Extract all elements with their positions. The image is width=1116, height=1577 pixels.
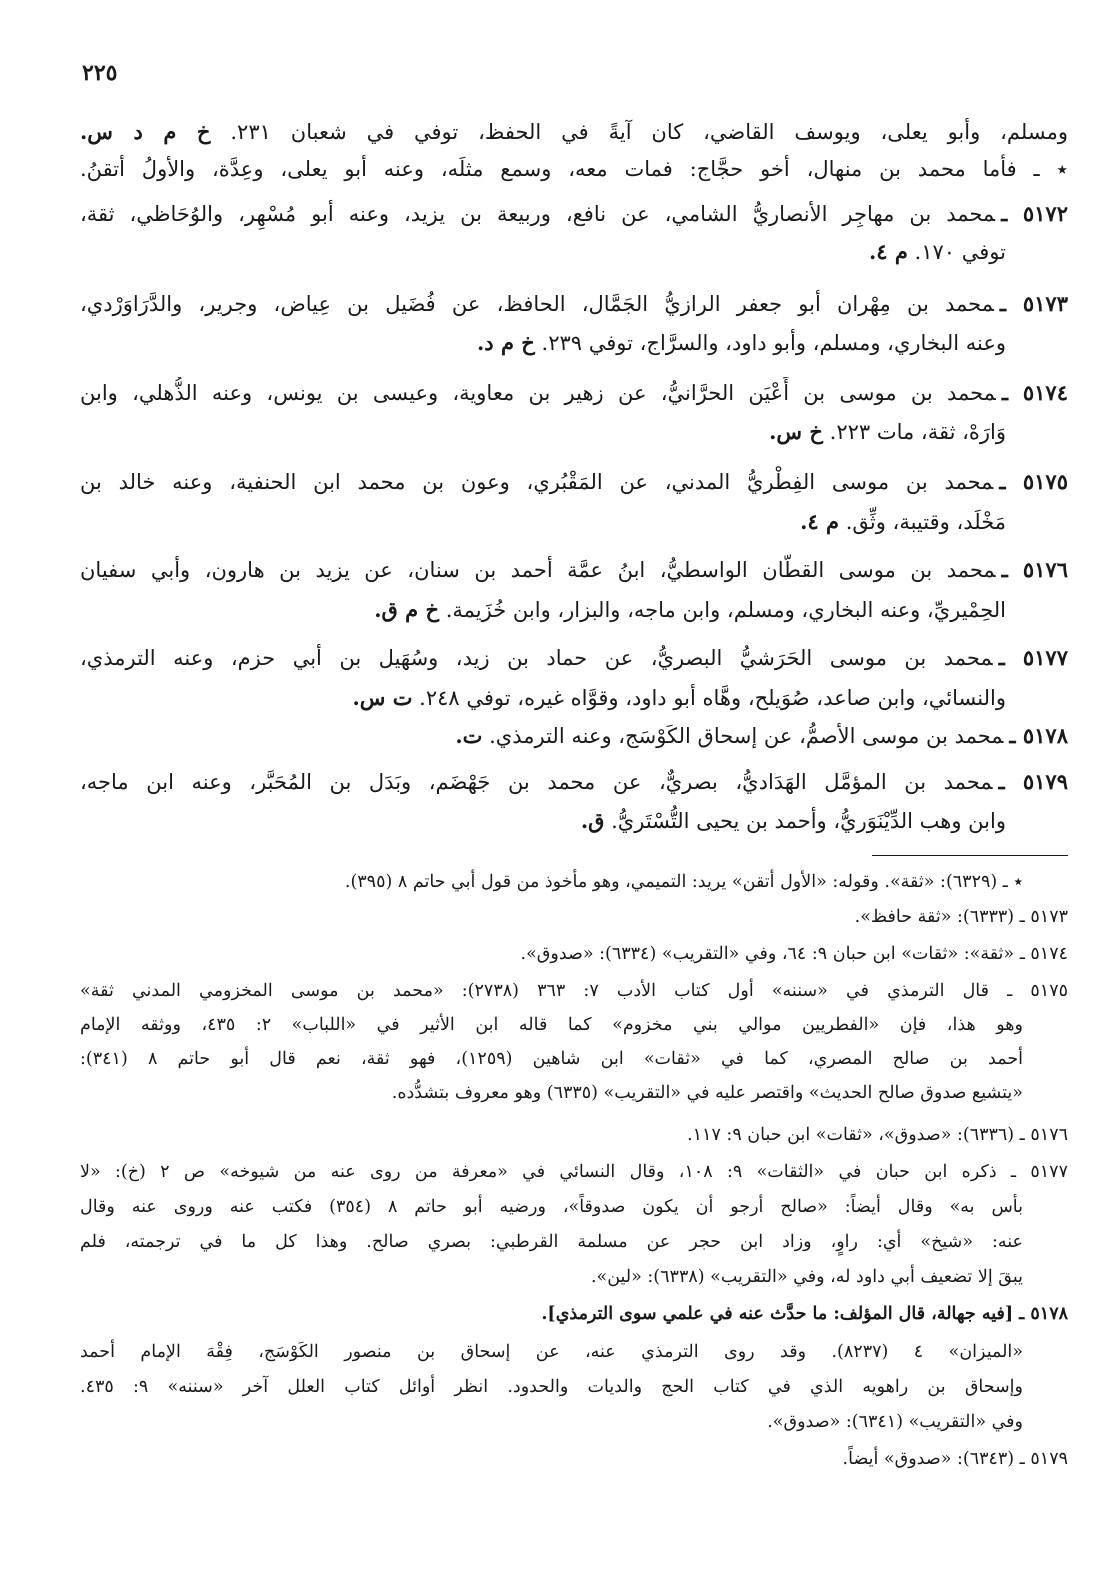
main-line: ومسلم، وأبو يعلى، ويوسف القاضي، كان آيةً في الحفظ، توفي في شعبان ٢٣١. خ م د س. xyxy=(80,119,1068,144)
sigla: ق. xyxy=(580,808,605,833)
footnote-line: «يتشيع صدوق صالح الحديث» واقتصر عليه في «التقريب» (٦٣٣٥) وهو معروف بتشدُّده. xyxy=(391,1083,1023,1103)
entry-number: ٥١٧٥ ـ xyxy=(999,469,1068,494)
footnote-line: ٥١٧٧ ـ ذكره ابن حبان في «الثقات» ٩: ١٠٨، وقال النسائي في «معرفة من روى عنه من شيوخه» ص ٢ (خ): «لا xyxy=(80,1162,1068,1182)
footnote-line: «الميزان» ٤ (٨٢٣٧). وقد روى الترمذي عنه، عن إسحاق بن منصور الكَوْسَج، فِقْهَ الإمام أحمد xyxy=(80,1342,1023,1362)
entry-5179-cont: وابن وهب الدِّيْنَوَريُّ، وأحمد بن يحيى التُّسْتَريُّ. ق. xyxy=(580,808,1006,833)
entry-5174-cont: وَارَهْ، ثقة، مات ٢٢٣. خ س. xyxy=(769,419,1006,444)
entry-number: ٥١٧٨ ـ xyxy=(1009,723,1068,748)
footnote-line: وإسحاق بن راهويه الذي في كتاب الحج والديات والحدود. انظر أوائل كتاب العلل آخر «سننه» ٩: ٤٣٥. xyxy=(80,1377,1023,1397)
entry-5177-cont: والنسائي، وابن صاعد، صُوَيلح، وهَّاه أبو داود، وقوَّاه غيره، توفي ٢٤٨. ت س. xyxy=(352,685,1006,710)
footnote-line: ٥١٧٣ ـ (٦٣٣٣): «ثقة حافظ». xyxy=(854,907,1068,927)
entry-5172: ٥١٧٢ ـمحمد بن مهاجِر الأنصاريُّ الشامي، عن نافع، وربيعة بن يزيد، وعنه أبو مُسْهِر، والوُحَاظي، ثقة، xyxy=(80,201,1068,226)
entry-number: ٥١٧٦ ـ xyxy=(1001,557,1068,582)
entry-number: ٥١٧٢ ـ xyxy=(1001,201,1068,226)
footnote-line: ٥١٧٩ ـ (٦٣٤٣): «صدوق» أيضاً. xyxy=(842,1449,1068,1469)
entry-5178: ٥١٧٨ ـمحمد بن موسى الأصمُّ، عن إسحاق الكَوْسَج، وعنه الترمذي. ت. xyxy=(455,723,1068,748)
sigla: خ م ق. xyxy=(374,597,440,622)
footnote-line: ٥١٧٥ ـ قال الترمذي في «سننه» أول كتاب الأدب ٧: ٣٦٣ (٢٧٣٨): «محمد بن موسى المخزومي المدني ثقة» xyxy=(80,981,1068,1001)
entry-5177: ٥١٧٧ ـمحمد بن موسى الحَرَشيُّ البصريُّ، عن حماد بن زيد، وسُهَيل بن أبي حزم، وعنه الترمذي، xyxy=(80,645,1068,670)
footnote-line: وهو هذا، فإن «الفطريين موالي بني مخزوم» كما قاله ابن الأثير في «اللباب» ٢: ٤٣٥، ووثقه الإمام xyxy=(80,1015,1023,1035)
entry-5179: ٥١٧٩ ـمحمد بن المؤمَّل الهَدَاديُّ، بصريٌّ، عن محمد بن جَهْضَم، وبَدَل بن المُحَبَّر، وعنه ابن ماجه، xyxy=(80,769,1068,794)
entry-number: ٥١٧٤ ـ xyxy=(1001,380,1068,405)
sigla: خ س. xyxy=(769,419,823,444)
entry-5176-cont: الحِمْيريِّ، وعنه البخاري، ومسلم، وابن ماجه، والبزار، وابن خُزَيمة. خ م ق. xyxy=(374,597,1006,622)
sigla: خ م د س. xyxy=(80,119,211,144)
entry-5175: ٥١٧٥ ـمحمد بن موسى الفِطْريُّ المدني، عن المَقْبُري، وعون بن محمد ابن الحنفية، وعنه خالد بن xyxy=(80,469,1068,494)
sigla: ت س. xyxy=(352,685,413,710)
sigla: ت. xyxy=(455,723,483,748)
footnote-separator xyxy=(872,855,1068,856)
main-line: ٭ ـ فأما محمد بن منهال، أخو حجَّاج: فمات معه، وسمع مثلَه، وعنه أبو يعلى، وعِدَّة، والأولُ أتقنُ. xyxy=(80,157,1068,181)
sigla: خ م د. xyxy=(477,330,535,355)
sigla: م ٤. xyxy=(800,509,839,534)
footnote-line: ٭ ـ (٦٣٢٩): «ثقة». وقوله: «الأول أتقن» يريد: التميمي، وهو مأخوذ من قول أبي حاتم ٨ (٣٩٥). xyxy=(344,872,1023,892)
footnote-line: بأس به» وقال أيضاً: «صالح أرجو أن يكون صدوقاً»، ورضيه أبو حاتم ٨ (٣٥٤) فكتب عنه وروى عنه وقال xyxy=(80,1197,1023,1217)
entry-5176: ٥١٧٦ ـمحمد بن موسى القطَّان الواسطيُّ، ابنُ عمَّة أحمد بن سنان، عن يزيد بن هارون، وأبي سفيان xyxy=(80,557,1068,582)
footnote-line: وفي «التقريب» (٦٣٤١): «صدوق». xyxy=(767,1412,1023,1432)
page-number: ٢٢٥ xyxy=(82,60,118,86)
entry-5173-cont: وعنه البخاري، ومسلم، وأبو داود، والسرَّاج، توفي ٢٣٩. خ م د. xyxy=(477,330,1006,355)
footnote-line: عنه: «شيخ» أي: راوٍ، وزاد ابن حجر عن مسلمة القرطبي: بصري صالح. وهذا كل ما في ترجمته، فلم xyxy=(80,1232,1023,1252)
entry-number: ٥١٧٩ ـ xyxy=(998,769,1068,794)
footnote-line: أحمد بن صالح المصري، كما في «ثقات» ابن شاهين (١٢٥٩)، فهو ثقة، نعم قال أبو حاتم ٨ (٣٤١): xyxy=(80,1049,1023,1069)
entry-number: ٥١٧٧ ـ xyxy=(998,645,1068,670)
entry-5175-cont: مَخْلَد، وقتيبة، وثِّق. م ٤. xyxy=(800,509,1006,534)
footnote-line: ٥١٧٦ ـ (٦٣٣٦): «صدوق»، «ثقات» ابن حبان ٩: ١١٧. xyxy=(687,1125,1068,1145)
footnote-line: ٥١٧٨ ـ[فيه جهالة، قال المؤلف: ما حدَّث عنه في علمي سوى الترمذي]. xyxy=(541,1304,1068,1324)
entry-5174: ٥١٧٤ ـمحمد بن موسى بن أَعْيَن الحرَّانيُّ، عن زهير بن معاوية، وعيسى بن يونس، وعنه الذُّهلي، وابن xyxy=(80,380,1068,405)
footnote-line: ٥١٧٤ ـ «ثقة»: «ثقات» ابن حبان ٩: ٦٤، وفي «التقريب» (٦٣٣٤): «صدوق». xyxy=(520,944,1068,964)
sigla: م ٤. xyxy=(868,239,908,264)
entry-5172-cont: توفي ١٧٠. م ٤. xyxy=(868,239,1006,264)
footnote-line: يبقَ إلا تضعيف أبي داود له، وفي «التقريب» (٦٣٣٨): «لين». xyxy=(590,1267,1023,1287)
entry-5173: ٥١٧٣ ـمحمد بن مِهْران أبو جعفر الرازيُّ الجَمَّال، الحافظ، عن فُضَيل بن عِياض، وجرير، والدَّرَاوَرْدي، xyxy=(80,291,1068,316)
entry-number: ٥١٧٣ ـ xyxy=(999,291,1068,316)
